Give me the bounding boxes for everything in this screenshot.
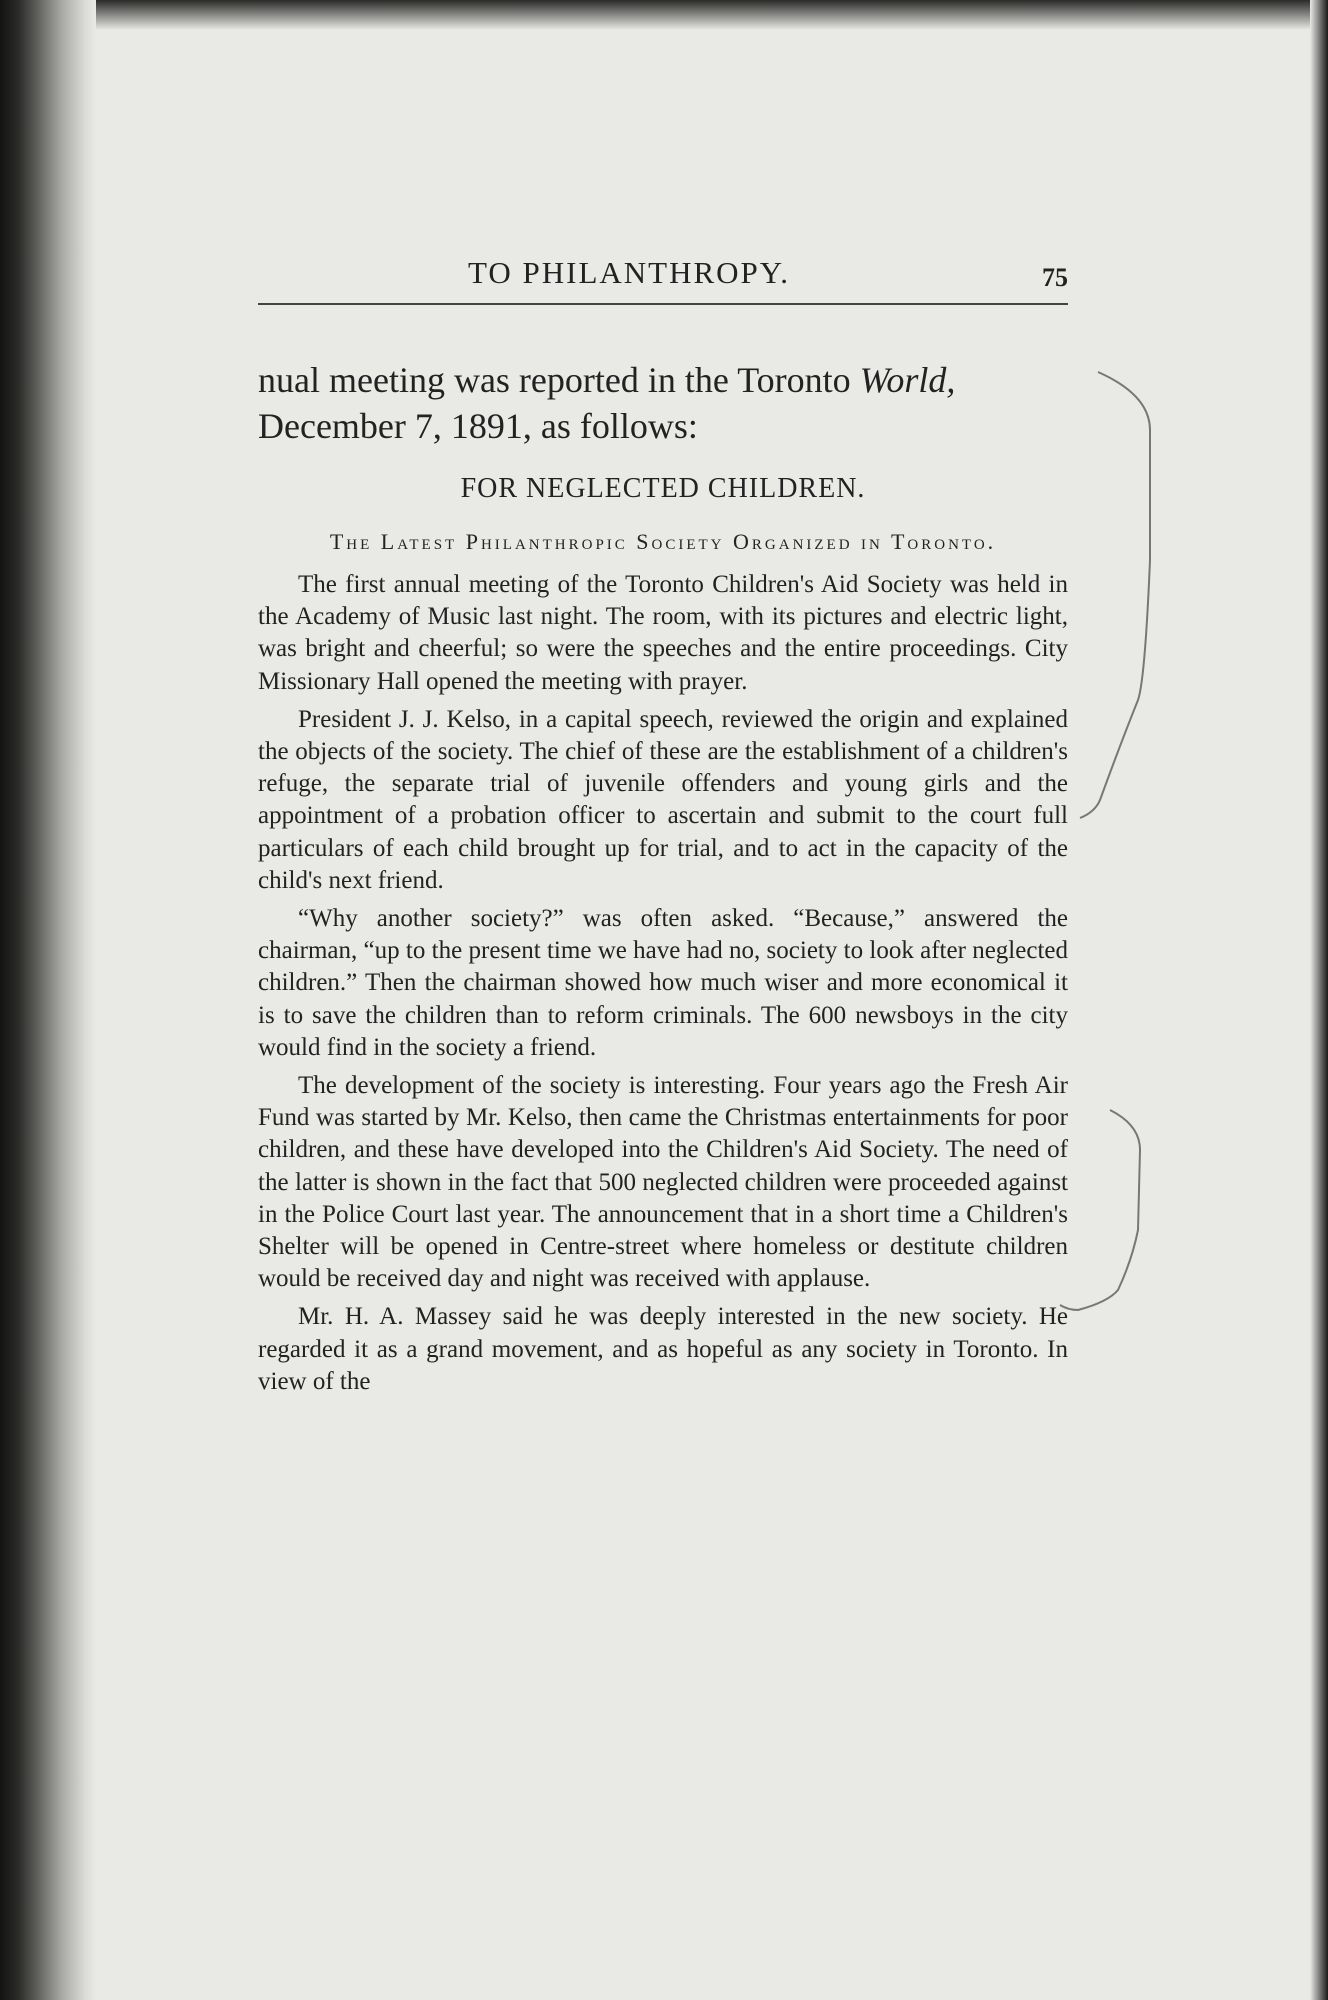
paragraph-annual-meeting: The first annual meeting of the Toronto Children's Aid Society was held in the Academy of Music last night. The room, with its pictures and electric light, was bright and cheerful; so were the speeches and the entire proceedings. City Missionary Hall opened the meeting with prayer. — [258, 571, 1068, 695]
intro-newspaper-name: World, — [859, 360, 956, 400]
article-subheading: The Latest Philanthropic Society Organized in Toronto. — [329, 529, 997, 554]
intro-line2: December 7, 1891, as follows: — [258, 406, 698, 446]
margin-bracket-lower — [1060, 1110, 1140, 1310]
book-gutter-shadow — [0, 0, 96, 2000]
running-head — [258, 255, 1068, 305]
article-body — [258, 569, 1068, 1398]
paragraph-why-another-society: “Why another society?” was often asked. “Because,” answered the chairman, “up to the present time we have had no, society to look after neglected children.” Then the chairman showed how much wiser and more economical it is to save the children than to reform criminals. The 600 newsboys in the city would find in the society a friend. — [258, 905, 1068, 1061]
article-headline: FOR NEGLECTED CHILDREN. — [460, 473, 866, 504]
intro-line1-prefix: nual meeting was reported in the Toronto — [258, 360, 860, 400]
paragraph-president-kelso: President J. J. Kelso, in a capital speech, reviewed the origin and explained the objects of the society. The chief of these are the establishment of a children's refuge, the separate trial of juvenile offenders and young girls and the appointment of a probation officer to ascertain and submit to the court full particulars of each child brought up for trial, and to act in the capacity of the child's next friend. — [258, 705, 1068, 894]
paragraph-development: The development of the society is interesting. Four years ago the Fresh Air Fund was started by Mr. Kelso, then came the Christmas entertainments for poor children, and these have developed into the Children's Aid Society. The need of the latter is shown in the fact that 500 neglected children were proceeded against in the Police Court last year. The announcement that in a short time a Children's Shelter will be opened in Centre-street where homeless or destitute children would be received day and night was received with applause. — [258, 1072, 1068, 1293]
running-head-title: TO PHILANTHROPY. — [468, 255, 790, 290]
page-right-shadow — [1310, 0, 1328, 2000]
page-number: 75 — [1042, 263, 1068, 292]
paragraph-massey: Mr. H. A. Massey said he was deeply interested in the new society. He regarded it as a grand movement, and as hopeful as any society in Toronto. In view of the — [258, 1303, 1068, 1395]
margin-bracket-upper — [1080, 372, 1150, 818]
intro-text — [258, 357, 1068, 449]
page-top-shadow — [0, 0, 1328, 30]
text-block — [258, 255, 1068, 1398]
